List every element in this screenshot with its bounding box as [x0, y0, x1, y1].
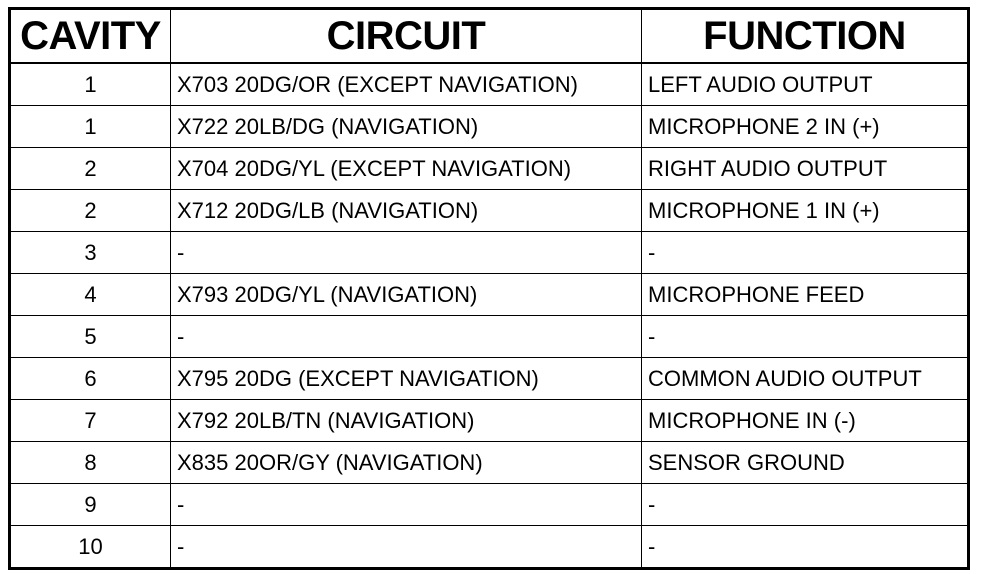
function-cell: MICROPHONE IN (-): [642, 400, 969, 442]
cavity-cell: 1: [10, 106, 171, 148]
cavity-cell: 6: [10, 358, 171, 400]
circuit-cell: -: [171, 526, 642, 569]
table-row: [10, 190, 969, 232]
circuit-cell: X703 20DG/OR (EXCEPT NAVIGATION): [171, 63, 642, 106]
table-row: [10, 358, 969, 400]
function-cell: -: [642, 484, 969, 526]
function-cell: COMMON AUDIO OUTPUT: [642, 358, 969, 400]
cavity-cell: 8: [10, 442, 171, 484]
cavity-cell: 10: [10, 526, 171, 569]
header-row: [10, 9, 969, 64]
table-row: [10, 400, 969, 442]
cavity-cell: 9: [10, 484, 171, 526]
table-row: [10, 526, 969, 569]
function-cell: RIGHT AUDIO OUTPUT: [642, 148, 969, 190]
cavity-cell: 4: [10, 274, 171, 316]
circuit-cell: X712 20DG/LB (NAVIGATION): [171, 190, 642, 232]
cavity-cell: 5: [10, 316, 171, 358]
circuit-cell: X795 20DG (EXCEPT NAVIGATION): [171, 358, 642, 400]
function-cell: LEFT AUDIO OUTPUT: [642, 63, 969, 106]
circuit-cell: X722 20LB/DG (NAVIGATION): [171, 106, 642, 148]
table-row: [10, 274, 969, 316]
circuit-header: CIRCUIT: [171, 9, 642, 64]
cavity-cell: 2: [10, 148, 171, 190]
table-row: [10, 148, 969, 190]
cavity-cell: 2: [10, 190, 171, 232]
circuit-cell: X793 20DG/YL (NAVIGATION): [171, 274, 642, 316]
circuit-cell: -: [171, 484, 642, 526]
function-cell: SENSOR GROUND: [642, 442, 969, 484]
function-cell: MICROPHONE 1 IN (+): [642, 190, 969, 232]
function-cell: -: [642, 526, 969, 569]
cavity-cell: 3: [10, 232, 171, 274]
table-row: [10, 232, 969, 274]
table-row: [10, 106, 969, 148]
cavity-header: CAVITY: [10, 9, 171, 64]
table-row: [10, 442, 969, 484]
table-row: [10, 316, 969, 358]
circuit-cell: -: [171, 316, 642, 358]
cavity-cell: 1: [10, 63, 171, 106]
function-cell: -: [642, 316, 969, 358]
function-header: FUNCTION: [642, 9, 969, 64]
circuit-cell: -: [171, 232, 642, 274]
circuit-cell: X835 20OR/GY (NAVIGATION): [171, 442, 642, 484]
connector-pinout-table: [8, 7, 970, 570]
circuit-cell: X704 20DG/YL (EXCEPT NAVIGATION): [171, 148, 642, 190]
table-row: [10, 63, 969, 106]
table-row: [10, 484, 969, 526]
function-cell: MICROPHONE FEED: [642, 274, 969, 316]
function-cell: MICROPHONE 2 IN (+): [642, 106, 969, 148]
circuit-cell: X792 20LB/TN (NAVIGATION): [171, 400, 642, 442]
function-cell: -: [642, 232, 969, 274]
cavity-cell: 7: [10, 400, 171, 442]
